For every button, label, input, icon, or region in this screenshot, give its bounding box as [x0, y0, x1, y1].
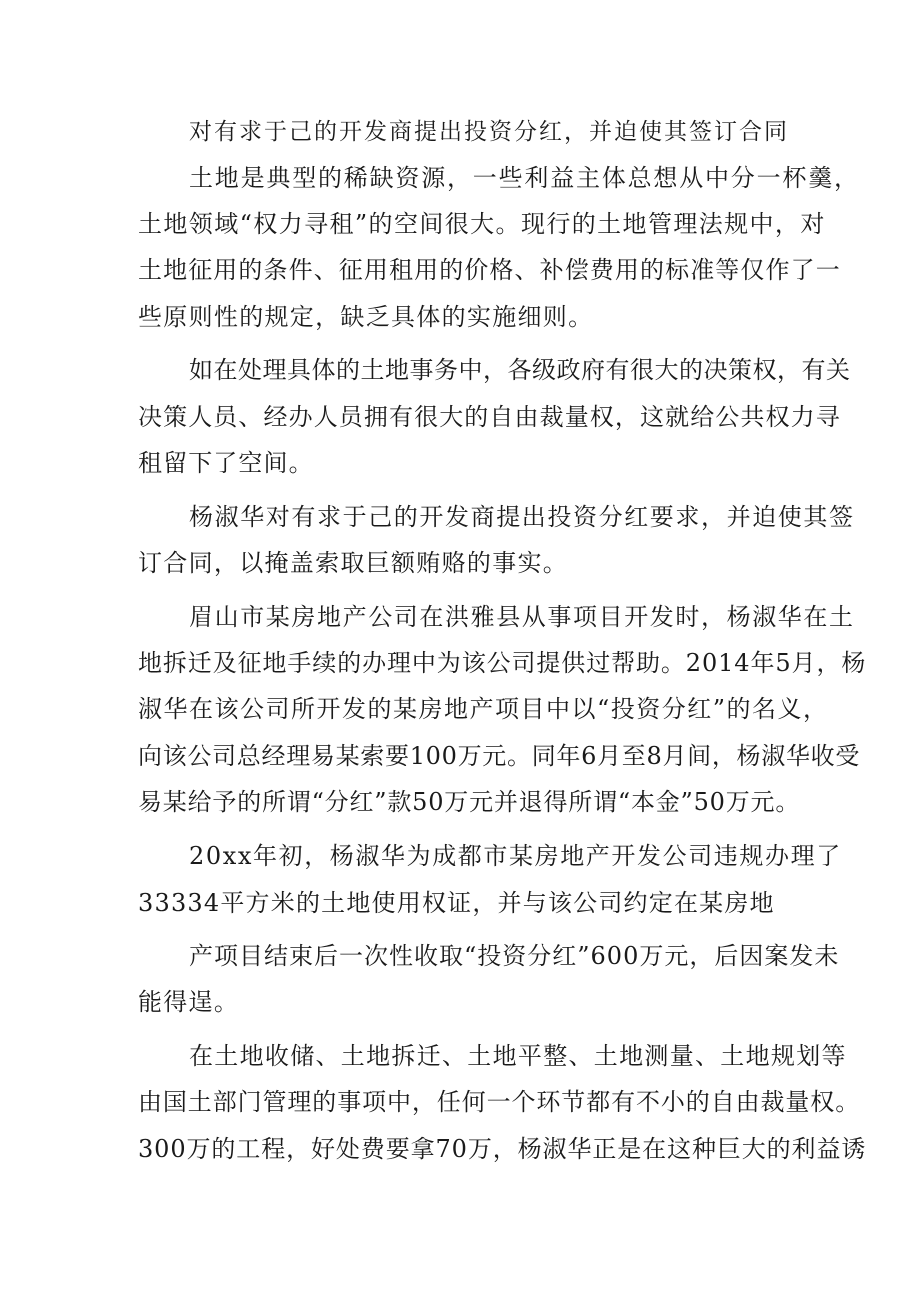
- paragraph-line: 如在处理具体的土地事务中，各级政府有很大的决策权，有关: [189, 356, 851, 384]
- paragraph-line: 淑华在该公司所开发的某房地产项目中以“投资分红”的名义，: [138, 695, 829, 723]
- paragraph-line: 地拆迁及征地手续的办理中为该公司提供过帮助。2014年5月，杨: [138, 649, 867, 677]
- paragraph-line: 产项目结束后一次性收取“投资分红”600万元，后因案发未: [189, 942, 840, 970]
- paragraph-line: 眉山市某房地产公司在洪雅县从事项目开发时，杨淑华在土: [189, 603, 855, 631]
- paragraph-line: 300万的工程，好处费要拿70万，杨淑华正是在这种巨大的利益诱: [138, 1135, 867, 1163]
- paragraph-line: 些原则性的规定，缺乏具体的实施细则。: [138, 303, 594, 331]
- paragraph-line: 由国土部门管理的事项中，任何一个环节都有不小的自由裁量权。: [138, 1088, 861, 1116]
- paragraph-line: 杨淑华对有求于己的开发商提出投资分红要求，并迫使其签: [189, 503, 855, 531]
- paragraph-line: 决策人员、经办人员拥有很大的自由裁量权，这就给公共权力寻: [138, 403, 841, 431]
- paragraph-line: 在土地收储、土地拆迁、土地平整、土地测量、土地规划等: [189, 1042, 847, 1070]
- paragraph-line: 土地是典型的稀缺资源，一些利益主体总想从中分一杯羹，: [189, 164, 860, 192]
- paragraph-line: 向该公司总经理易某索要100万元。同年6月至8月间，杨淑华收受: [138, 742, 861, 770]
- paragraph-line: 33334平方米的土地使用权证，并与该公司约定在某房地: [138, 889, 775, 917]
- heading-line: 对有求于己的开发商提出投资分红，并迫使其签订合同: [189, 119, 789, 145]
- paragraph-line: 土地征用的条件、征用租用的价格、补偿费用的标准等仅作了一: [138, 256, 841, 284]
- paragraph-line: 易某给予的所谓“分红”款50万元并退得所谓“本金”50万元。: [138, 788, 801, 816]
- paragraph-line: 订合同，以掩盖索取巨额贿赂的事实。: [138, 549, 569, 577]
- paragraph-line: 20xx年初，杨淑华为成都市某房地产开发公司违规办理了: [189, 842, 842, 870]
- paragraph-line: 能得逞。: [138, 988, 240, 1016]
- paragraph-line: 土地领域“权力寻租”的空间很大。现行的土地管理法规中，对: [138, 210, 826, 238]
- paragraph-line: 租留下了空间。: [138, 449, 314, 477]
